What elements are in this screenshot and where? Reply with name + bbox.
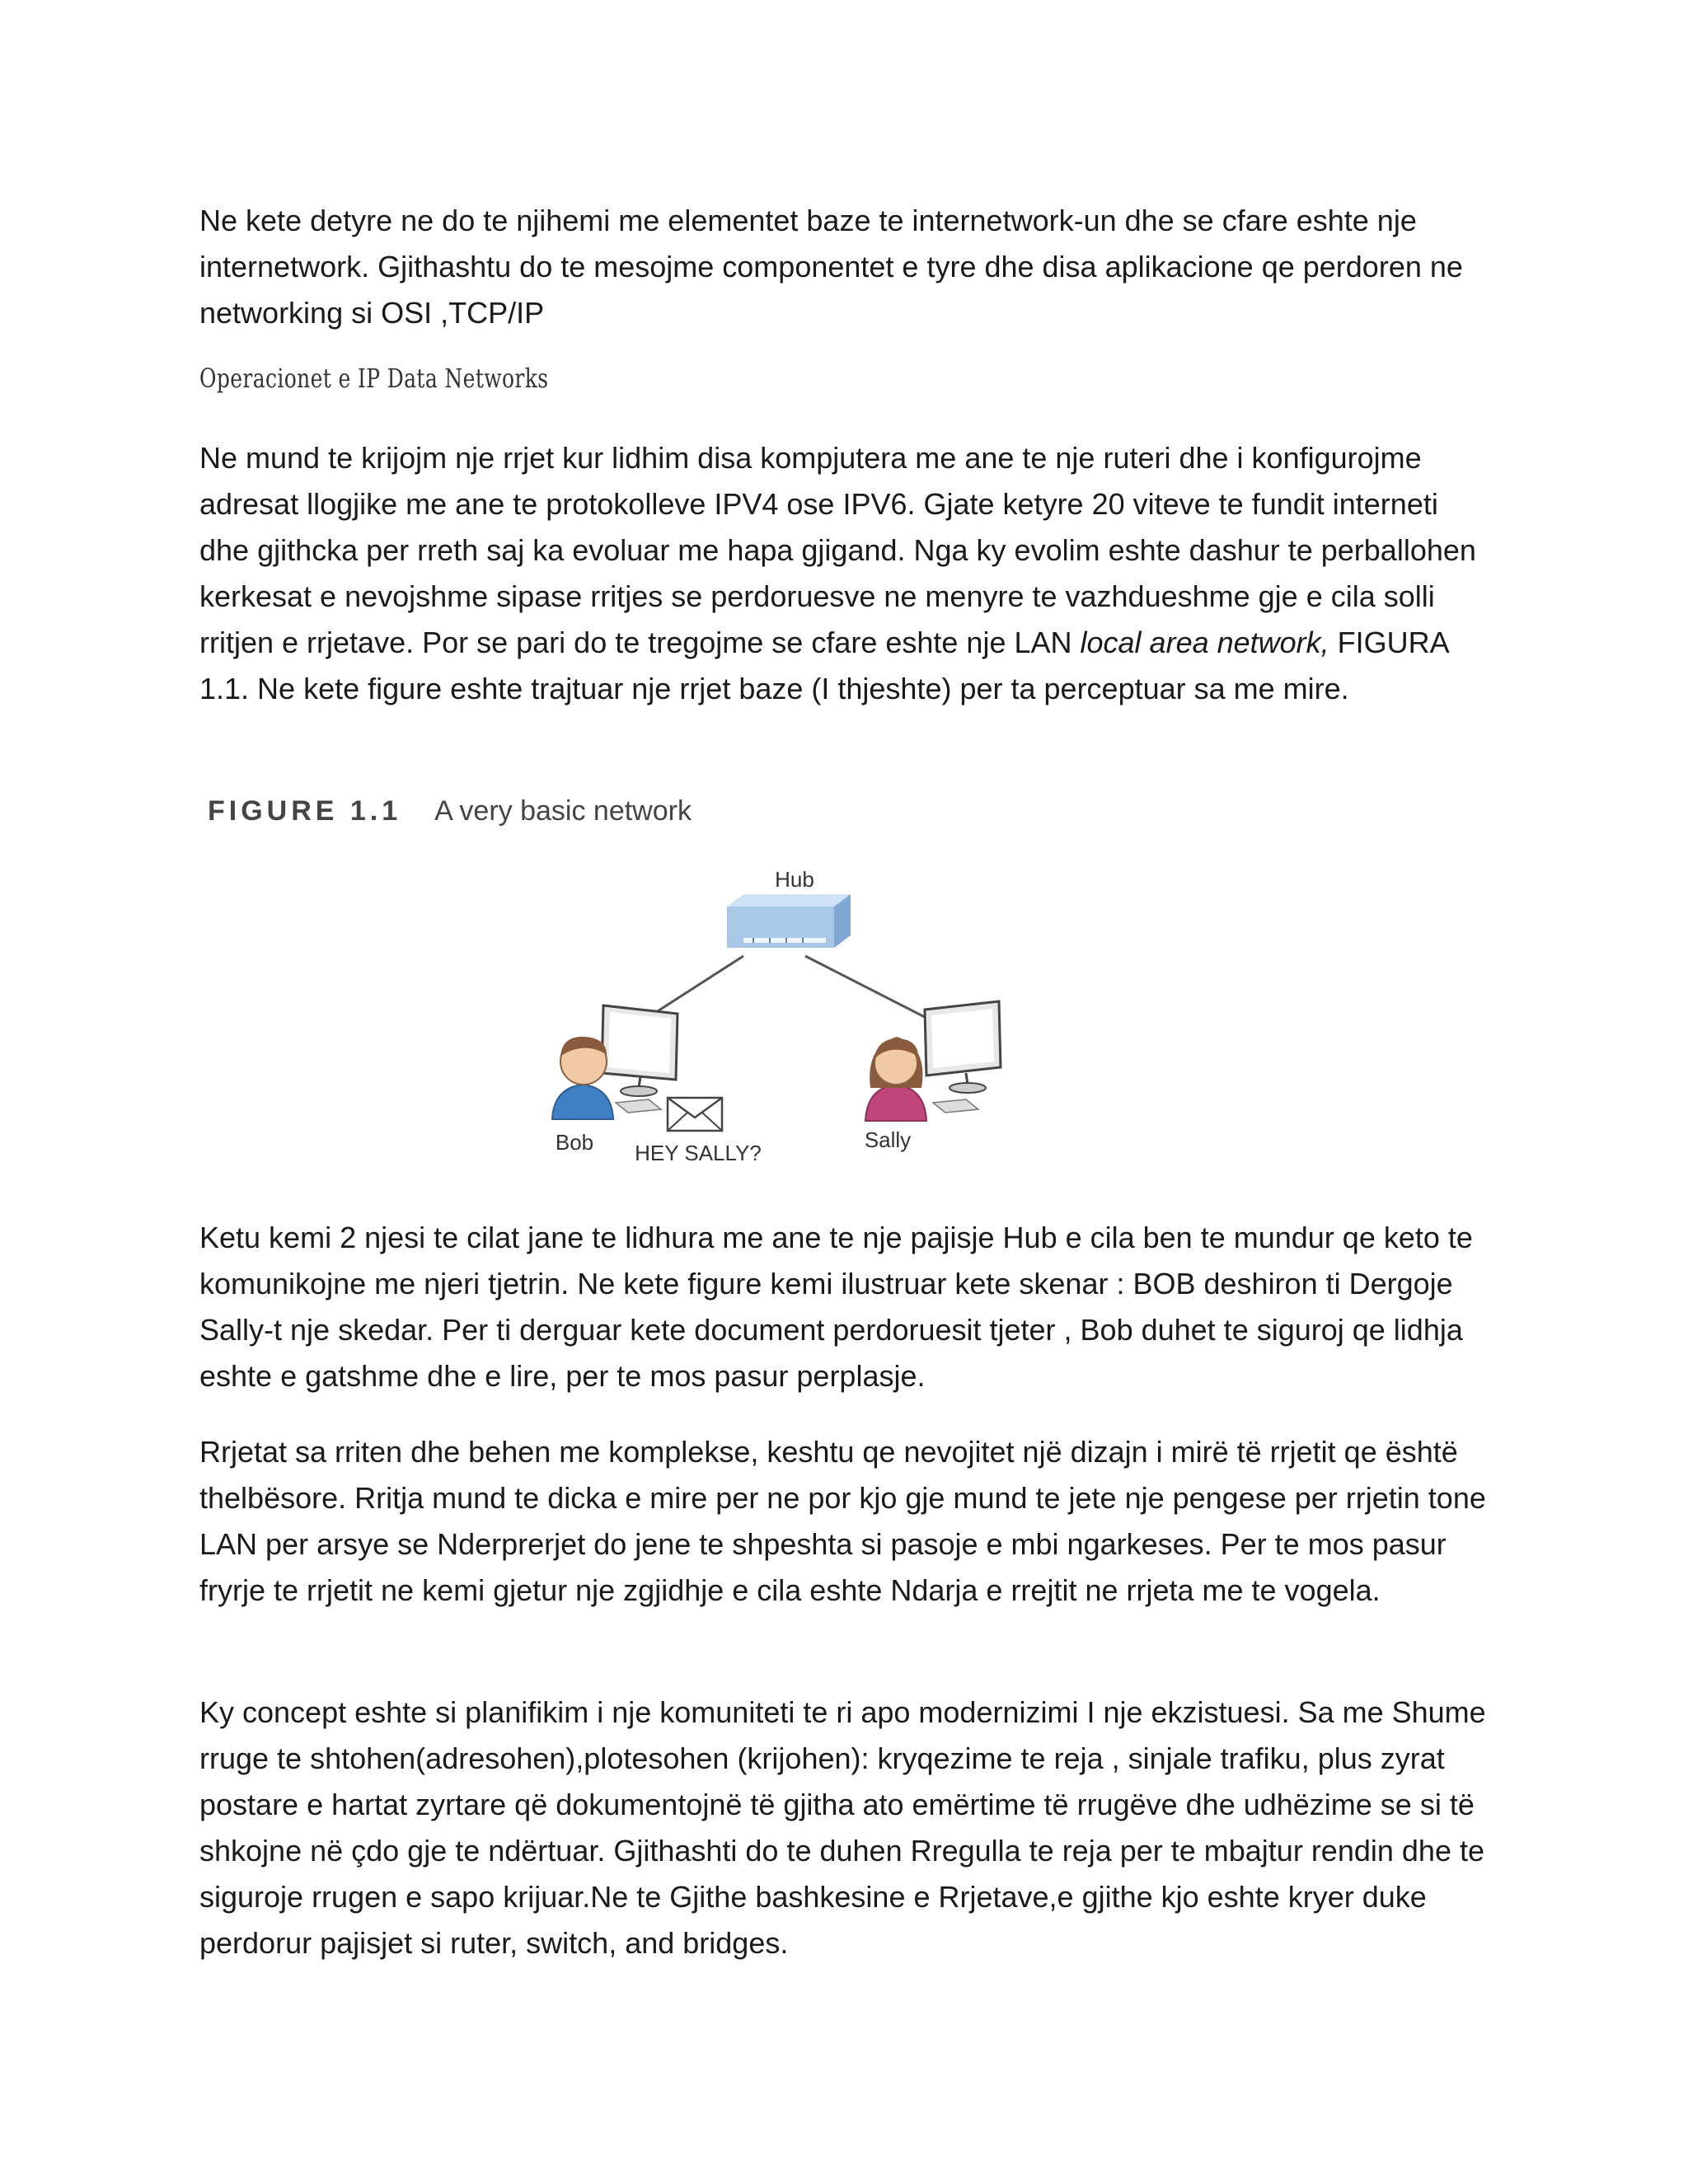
lan-paragraph-end: FIGURA 1.1. Ne kete figure eshte trajtuar nje rrjet baze (I thjeshte) per ta perceptuar sa me mire.: [199, 626, 1448, 705]
network-diagram: [199, 841, 1189, 1187]
bob-avatar: [552, 1037, 613, 1119]
hub-icon: [727, 894, 851, 948]
lan-paragraph: [199, 435, 1493, 712]
figure-caption: [208, 795, 692, 827]
sally-computer-icon: [925, 1001, 1001, 1113]
message-label: HEY SALLY?: [635, 1141, 762, 1165]
sally-avatar: [865, 1037, 926, 1121]
lan-paragraph-main: Ne mund te krijojm nje rrjet kur lidhim disa kompjutera me ane te nje ruteri dhe i konfigurojme adresat llogjike me ane te protokolleve IPV4 ose IPV6. Gjate ketyre 20 viteve te fundit interneti dhe gjithcka per rreth saj ka evoluar me hapa gjigand. Nga ky evolim eshte dashur te perballohen kerkesat e nevojshme sipase rritjes se perdoruesve ne menyre te vazhdueshme gje e cila solli rritjen e rrjetave. Por se pari do te tregojme se cfare eshte nje LAN: [199, 441, 1476, 659]
bob-label: Bob: [555, 1130, 594, 1155]
network-figure: [199, 841, 1189, 1187]
growth-paragraph: Rrjetat sa rriten dhe behen me komplekse, keshtu qe nevojitet një dizajn i mirë të rrjetit qe është thelbësore. Rritja mund te dicka e mire per ne por kjo gje mund te jete nje pengese per rrjetin tone LAN per arsye se Nderprerjet do jene te shpeshta si pasoje e mbi ngarkeses. Per te mos pasur fryrje te rrjetit ne kemi gjetur nje zgjidhje e cila eshte Ndarja e rrejtit ne rrjeta me te vogela.: [199, 1435, 1486, 1607]
hub-paragraph: Ketu kemi 2 njesi te cilat jane te lidhura me ane te nje pajisje Hub e cila ben te mundur qe keto te komunikojne me njeri tjetrin. Ne kete figure kemi ilustruar kete skenar : BOB deshiron ti Dergoje Sally-t nje skedar. Per ti derguar kete document perdoruesit tjeter , Bob duhet te siguroj qe lidhja eshte e gatshme dhe e lire, per te mos pasur perplasje.: [199, 1221, 1473, 1393]
intro-paragraph: Ne kete detyre ne do te njihemi me elementet baze te internetwork-un dhe se cfare eshte nje internetwork. Gjithashtu do te mesojme componentet e tyre dhe disa aplikacione qe perdoren ne networking si OSI ,TCP/IP: [199, 204, 1463, 330]
hub-label: Hub: [775, 867, 814, 892]
lan-paragraph-italic: local area network,: [1080, 626, 1329, 659]
figure-number: FIGURE 1.1: [208, 795, 402, 827]
section-heading: Operacionet e IP Data Networks: [199, 363, 549, 394]
concept-paragraph: Ky concept eshte si planifikim i nje komuniteti te ri apo modernizimi I nje ekzistuesi. Sa me Shume rruge te shtohen(adresohen),plotesohen (krijohen): kryqezime te reja , sinjale trafiku, plus zyrat postare e hartat zyrtare që dokumentojnë të gjitha ato emërtime të rrugëve dhe udhëzime se si të shkojne në çdo gje te ndërtuar. Gjithashti do te duhen Rregulla te reja per te mbajtur rendin dhe te siguroje rrugen e sapo krijuar.Ne te Gjithe bashkesine e Rrjetave,e gjithe kjo eshte kryer duke perdorur pajisjet si ruter, switch, and bridges.: [199, 1695, 1486, 1960]
sally-label: Sally: [864, 1127, 912, 1152]
figure-title: A very basic network: [434, 795, 692, 827]
bob-computer-icon: [602, 1005, 678, 1113]
envelope-icon: [668, 1098, 722, 1131]
